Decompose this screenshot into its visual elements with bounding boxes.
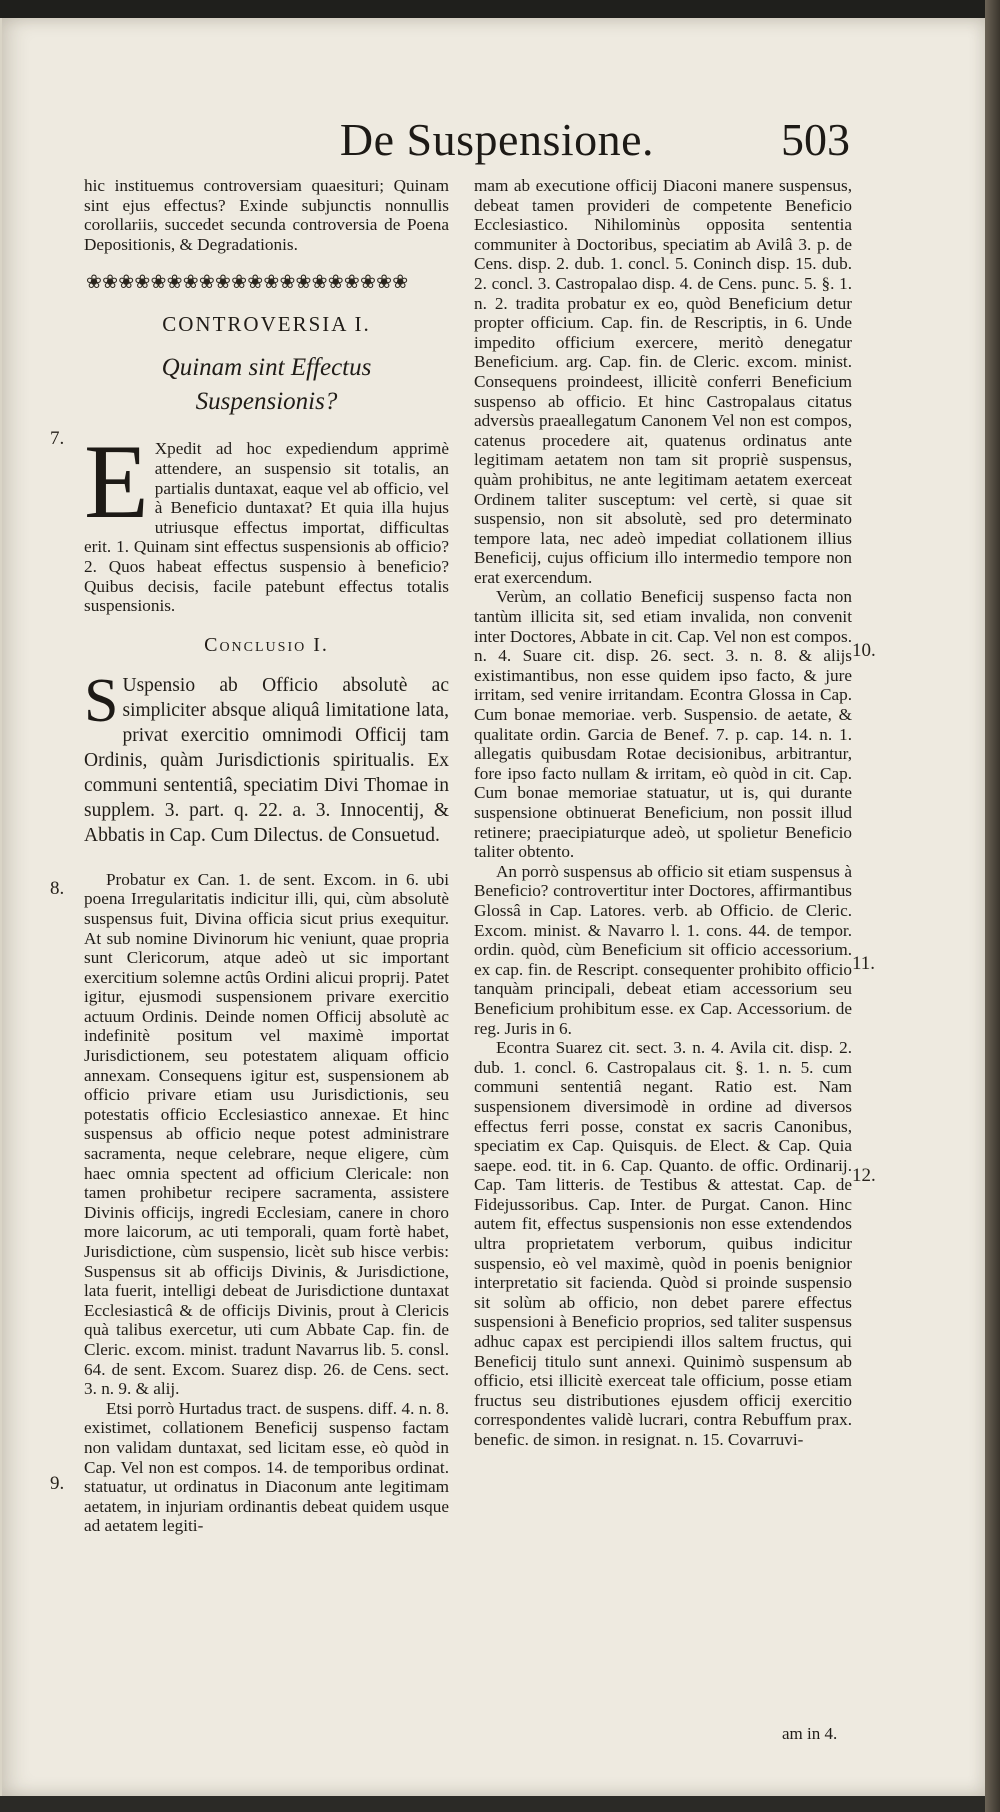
paragraph-9-text: Etsi porrò Hurtadus tract. de suspens. diff. 4. n. 8. existimet, collationem Beneficij suspenso factam non validam duntaxat, sed licitam esse, eò quòd in Cap. Vel non est compos. 14. de temporibus ordinat. statuatur, ut ordinatus in Diaconum ante legitimam aetatem, in injuriam ordinantis debeat quidem usque ad aetatem legiti- — [84, 1398, 449, 1536]
running-title: De Suspensione. — [339, 114, 655, 165]
paragraph-7 — [84, 423, 449, 616]
margin-number-10: 10. — [852, 640, 876, 661]
paragraph-8-text: Probatur ex Can. 1. de sent. Excom. in 6. ubi poena Irregularitatis indicitur illi, qui, cùm absolutè suspensus fuit, Divina officia sicut prius exequitur. At sub nomine Divinorum hic veniunt, quae propria sunt Clericorum, atque adeò ut sic important exercitium solemne actûs Ordini alicui proprij. Patet igitur, ejusmodi suspensionem privare exercitio actuum Ordinis. Deinde nomen Officij absolutè ac indefinitè positum vel maximè importat Jurisdictionem, seu potestatem aliquam officio annexam. Consequens igitur est, suspensionem ab officio privare etiam usu Jurisdictionis, seu potestatis officio Ecclesiastico annexae. Et hinc suspensus ab officio neque potest administrare sacramenta, neque celebrare, neque eligere, cùm haec omnia spectent ad officium Clericale: non tamen prohibetur recipere sacramenta, assistere Divinis officijs, ingredi Ecclesiam, canere in choro more laicorum, ac uti temporali, quam fortè habet, Jurisdictione, cùm suspensio, licèt sub hisce verbis: Suspensus sit ab officijs Divinis, & Jurisdictione, lata fuerit, intelligi debeat de Jurisdictione duntaxat Ecclesiasticâ & de officijs Divinis, prout à Clericis quà talibus exercetur, uti cum Abbate Cap. fin. de Cleric. excom. minist. tradunt Navarrus lib. 5. consl. 64. de sent. Excom. Suarez disp. 26. de Cens. sect. 3. n. 9. & alij. — [84, 869, 449, 1399]
conclusio-title: Conclusio I. — [204, 633, 329, 656]
paragraph-11-text: An porrò suspensus ab officio sit etiam suspensus à Beneficio? controvertitur inter Doctores, affirmantibus Glossâ in Cap. Latores. verb. ab Officio. de Cleric. Excom. minist. & Navarro l. 1. cons. 44. de tempor. ordin. quòd, cùm Beneficium sit officio accessorium. ex cap. fin. de Rescript. consequenter prohibito officio tanquàm principali, debeat etiam accessorium seu Beneficium prohibitum esse. ex Cap. Accessorium. de reg. Juris in 6. — [474, 861, 852, 1038]
question-title: Quinam sint Effectus Suspensionis? — [161, 354, 372, 416]
paragraph-12-text: Econtra Suarez cit. sect. 3. n. 4. Avila cit. disp. 2. dub. 1. concl. 6. Castropalaus cit. §. 1. n. 5. cum communi sententiâ negant. Ratio est. Nam suspensionem diversimodè in ordine ad diversos effectus ferri posse, constat ex sacris Canonibus, speciatim ex Cap. Quisquis. de Elect. & Cap. Quia saepe. eod. tit. in 6. Cap. Quanto. de offic. Ordinarij. Cap. Tam litteris. de Testibus & attestat. Cap. de Fidejussoribus. Cap. Inter. de Purgat. Canon. Hinc autem fit, effectus suspensionis non esse extendendos ultra proprietatem verborum, quibus indicitur suspensio, eò vel maximè, quòd in poenis benignior interpretatio sit facienda. Quòd si proinde suspensio sit solùm ab officio, non debet parere effectus suspensioni à Beneficio proprios, sed taliter suspensus adhuc capax est percipiendi illos saltem fructus, qui Beneficij titulo sunt annexi. Quinimò suspensum ab officio, etsi illicitè exerceat tale officium, posse etiam fructus seu distributiones ejusdem officij exercitio correspondentes validè lucrari, contra Rebuffum prax. benefic. de simon. in resignat. n. 15. Covarruvi- — [474, 1038, 852, 1449]
left-column — [84, 176, 449, 1536]
ornament-divider: ❀❀❀❀❀❀❀❀❀❀❀❀❀❀❀❀❀❀❀❀ — [86, 272, 409, 294]
margin-number-12: 12. — [852, 1165, 876, 1186]
margin-number-11: 11. — [852, 953, 876, 974]
drop-cap-e: E — [84, 423, 149, 541]
continued-paragraph-text: mam ab executione officij Diaconi manere suspensus, debeat tamen provideri de competente Beneficio Ecclesiastico. Nihilominùs opposita sententia communiter à Doctoribus, speciatim ab Avilâ 3. p. de Cens. disp. 2. dub. 1. concl. 5. Coninch disp. 15. dub. 2. concl. 3. Castropalao disp. 4. de Cens. punc. 5. §. 1. n. 2. tradita probatur ex eo, quòd Beneficium detur propter officium. Cap. fin. de Rescriptis, in 6. Unde impedito officium exercere, meritò denegatur Beneficium. arg. Cap. fin. de Cleric. excom. minist. Consequens proindeest, illicitè conferri Beneficium suspenso ab officio. Et hinc Castropalaus citatus adversùs praeallegatum Canonem Vel non est compos, catenus procedere ait, quatenus ordinatus ante legitimam aetatem non tam sit propriè suspensus, quàm prohibitus, ne ante legitimam aetatem exerceat Ordinem taliter susceptum: vel certè, si quae sit suspensio, non sit absolutè, sed pro determinato tempore lata, nec adeò impediat collationem illius Beneficij, cujus officium illo intermedio tempore non erat exercendum. — [474, 176, 852, 587]
margin-number-7: 7. — [50, 428, 65, 449]
margin-number-9: 9. — [50, 1473, 65, 1494]
controversia-title: CONTROVERSIA I. — [162, 312, 371, 337]
margin-number-8: 8. — [50, 878, 65, 899]
drop-cap-s: S — [84, 666, 119, 735]
conclusio-text: Uspensio ab Officio absolutè ac simpliciter absque aliquâ limitatione lata, privat exercitio omnimodi Officij tam Ordinis, quàm Jurisdictionis spiritualis. Ex communi sententiâ, speciatim Divi Thomae in supplem. 3. part. q. 22. a. 3. Innocentij, & Abbatis in Cap. Cum Dilectus. de Consuetud. — [84, 674, 449, 846]
book-page-edge — [985, 0, 1000, 1812]
book-top-edge — [0, 0, 1000, 18]
paragraph-10-text: Verùm, an collatio Beneficij suspenso facta non tantùm illicita sit, sed etiam invalida, non convenit inter Doctores, Abbate in cit. Cap. Vel non est compos. n. 4. Suare cit. disp. 26. sect. 3. n. 8. & alijs existimantibus, non esse quidem ipso facto, & jure irritam, sed venire irritandam. Econtra Glossa in Cap. Cum bonae memoriae. verb. Suspensio. de aetate, & qualitate ordin. Garcia de Benef. 7. p. cap. 14. n. 1. allegatis quibusdam Rotae decisionibus, arbitrantur, fore ipso facto nullam & irritam, eò quòd in cit. Cap. Cum bonae memoriae statuatur, ut is, qui durante suspensione obtinuerat Beneficium, non possit illud retinere; praecipiaturque adeò, ut spolietur Beneficio taliter obtento. — [474, 587, 852, 862]
conclusio-paragraph — [84, 666, 449, 848]
right-column — [474, 176, 852, 1450]
book-page — [0, 18, 987, 1796]
intro-text: hic instituemus controversiam quaesituri; Quinam sint ejus effectus? Exinde subjunctis nonnullis corollariis, succedet secunda controversia de Poena Depositionis, & Degradationis. — [84, 176, 449, 254]
paragraph-7-text: Xpedit ad hoc expediendum apprimè attendere, an suspensio sit totalis, an partialis duntaxat, eaque vel ab officio, vel à Beneficio duntaxat? Et quia illa hujus utriusque effectus importat, difficultas erit. 1. Quinam sint effectus suspensionis ab officio? 2. Quos habeat effectus suspensio à beneficio? Quibus decisis, facile patebunt effectus totalis suspensionis. — [84, 439, 449, 616]
catchword: am in 4. — [782, 1724, 838, 1743]
page-number: 503 — [781, 114, 850, 165]
